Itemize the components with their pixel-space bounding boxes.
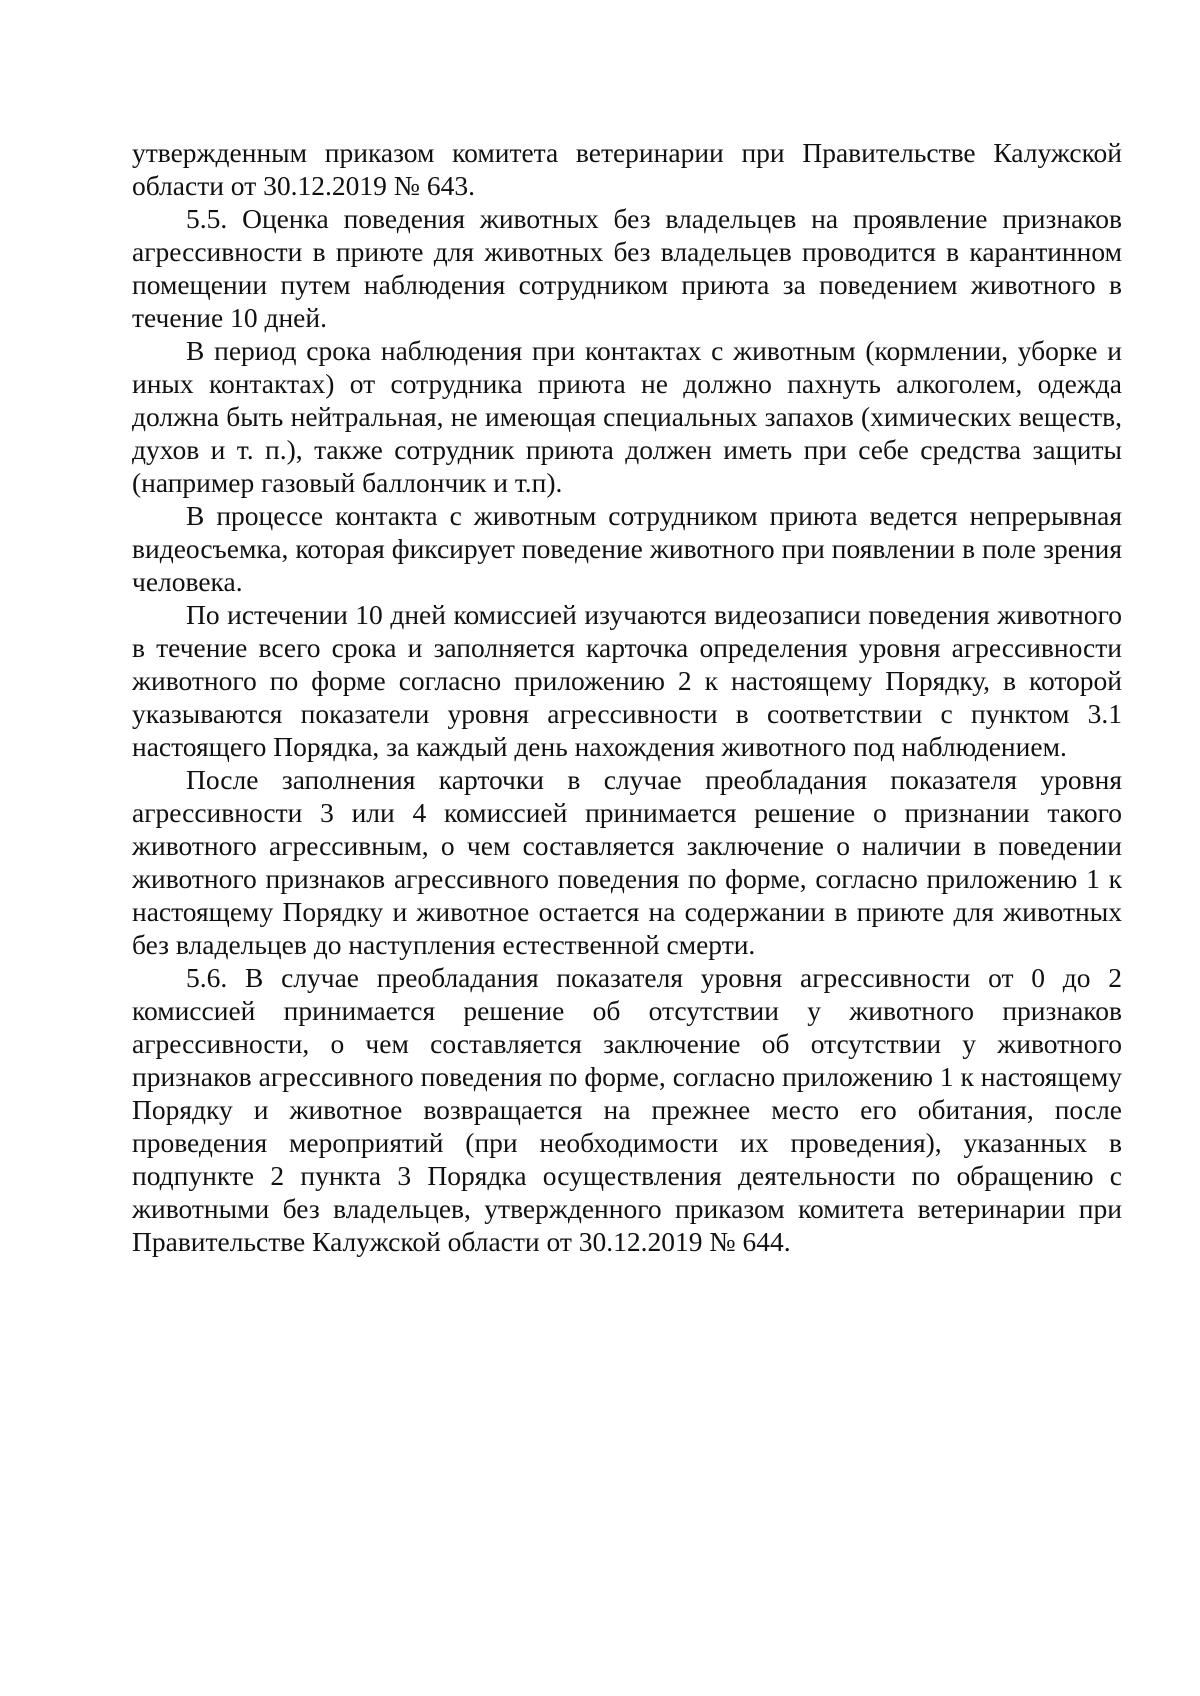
paragraph-5-5: 5.5. Оценка поведения животных без владельцев на проявление признаков агрессивности в приюте для животных без владельцев проводится в карантинном помещении путем наблюдения сотрудником приюта за поведением животного в течение 10 дней. — [132, 203, 1122, 333]
paragraph-aggressive-decision: После заполнения карточки в случае преобладания показателя уровня агрессивности 3 или 4 комиссией принимается решение о признании такого животного агрессивным, о чем составляется заключение о наличии в поведении животного признаков агрессивного поведения по форме, согласно приложению 1 к настоящему Порядку и животное остается на содержании в приюте для животных без владельцев до наступления естественной смерти. — [132, 764, 1122, 960]
paragraph-5-6: 5.6. В случае преобладания показателя уровня агрессивности от 0 до 2 комиссией принимается решение об отсутствии у животного признаков агрессивности, о чем составляется заключение об отсутствии у животного признаков агрессивного поведения по форме, согласно приложению 1 к настоящему Порядку и животное возвращается на прежнее место его обитания, после проведения мероприятий (при необходимости их проведения), указанных в подпункте 2 пункта 3 Порядка осуществления деятельности по обращению с животными без владельцев, утвержденного приказом комитета ветеринарии при Правительстве Калужской области от 30.12.2019 № 644. — [132, 962, 1122, 1257]
paragraph-observation-period: В период срока наблюдения при контактах с животным (кормлении, уборке и иных контактах) от сотрудника приюта не должно пахнуть алкоголем, одежда должна быть нейтральная, не имеющая специальных запахов (химических веществ, духов и т. п.), также сотрудник приюта должен иметь при себе средства защиты (например газовый баллончик и т.п). — [132, 335, 1122, 498]
document-body — [132, 136, 1122, 1258]
paragraph-video-recording: В процессе контакта с животным сотрудником приюта ведется непрерывная видеосъемка, которая фиксирует поведение животного при появлении в поле зрения человека. — [132, 500, 1122, 597]
paragraph-continuation: утвержденным приказом комитета ветеринарии при Правительстве Калужской области от 30.12.2019 № 643. — [132, 137, 1122, 201]
paragraph-commission-review: По истечении 10 дней комиссией изучаются видеозаписи поведения животного в течение всего срока и заполняется карточка определения уровня агрессивности животного по форме согласно приложению 2 к настоящему Порядку, в которой указываются показатели уровня агрессивности в соответствии с пунктом 3.1 настоящего Порядка, за каждый день нахождения животного под наблюдением. — [132, 599, 1122, 762]
